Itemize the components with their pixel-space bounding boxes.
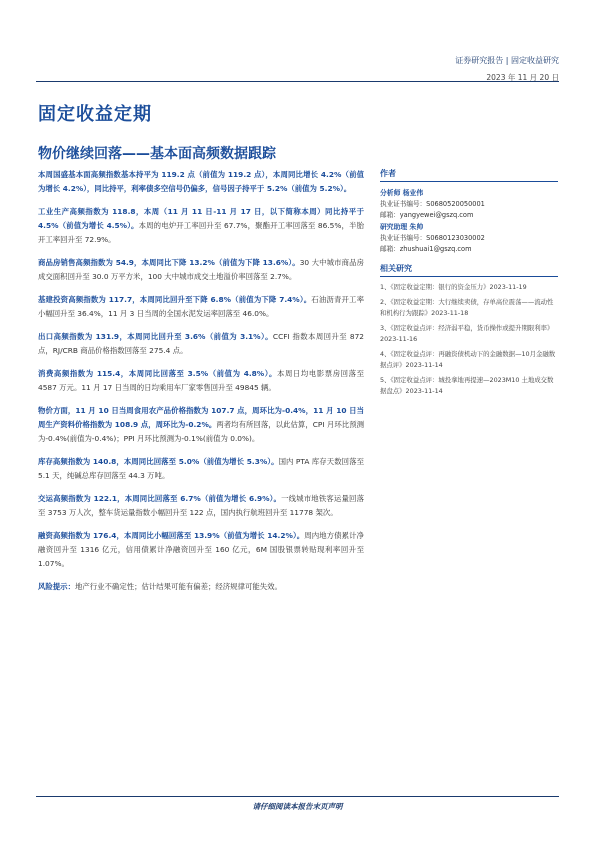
summary-paragraph: 库存高频指数为 140.8，本周同比回落至 5.0%（前值为增长 5.3%）。国内 PTA 库存天数回落至 5.1 天，纯碱总库存回落至 44.3 万吨。 bbox=[38, 457, 364, 480]
summary-paragraph: 交运高频指数为 122.1，本周同比回落至 6.7%（前值为增长 6.9%）。一线城市地铁客运量回落至 3753 万人次，整车货运量指数小幅回升至 122 点，国内执行航班回升至 11778 架次。 bbox=[38, 494, 364, 517]
author-cert: 执业证书编号：S0680520050001 bbox=[380, 200, 485, 208]
risk-warning: 风险提示：地产行业不确定性；估计结果可能有偏差；经济规律可能失效。 bbox=[38, 582, 282, 591]
related-item[interactable]: 1、《固定收益定期：银行的资金压力》2023-11-19 bbox=[380, 283, 527, 291]
summary-paragraph: 基建投资高频指数为 117.7，本周同比回升至下降 6.8%（前值为下降 7.4%）。石油沥青开工率小幅回升至 36.4%，11 月 3 日当周的全国水泥发运率回落至 46.0%。 bbox=[38, 295, 364, 318]
author-name: 分析师 杨业伟 bbox=[380, 189, 424, 197]
report-header bbox=[455, 55, 559, 83]
related-heading: 相关研究 bbox=[380, 263, 558, 277]
related-item[interactable]: 3、《固定收益点评：经济弱平稳，货币操作或提升期限利率》2023-11-16 bbox=[380, 323, 554, 343]
summary-paragraph: 出口高频指数为 131.9，本周同比回升至 3.6%（前值为 3.1%）。CCFI 指数本周回升至 872 点，RJ/CRB 商品价格指数回落至 275.4 点。 bbox=[38, 332, 364, 355]
report-subtitle: 物价继续回落——基本面高频数据跟踪 bbox=[38, 146, 276, 162]
authors-heading: 作者 bbox=[380, 168, 558, 182]
summary-paragraph: 商品房销售高频指数为 54.9，本周同比下降 13.2%（前值为下降 13.6%）。30 大中城市商品房成交面积回升至 30.0 万平方米，100 大中城市成交土地溢价率回落至 2.7%。 bbox=[38, 258, 364, 281]
summary-paragraph: 消费高频指数为 115.4，本周同比回落至 3.5%（前值为 4.8%）。本周日均电影票房回落至 4587 万元。11 月 17 日当周的日均乘用车厂家零售回升至 49845 辆。 bbox=[38, 369, 364, 392]
author-email[interactable]: 邮箱：zhushuai1@gszq.com bbox=[380, 245, 472, 253]
author-email[interactable]: 邮箱：yangyewei@gszq.com bbox=[380, 211, 474, 219]
main-summary bbox=[38, 168, 364, 603]
report-category: 证券研究报告 | 固定收益研究 bbox=[455, 56, 559, 65]
header-divider bbox=[36, 81, 559, 82]
sidebar bbox=[380, 168, 558, 401]
report-date: 2023 年 11 月 20 日 bbox=[486, 73, 559, 82]
summary-paragraph: 融资高频指数为 176.4，本周同比小幅回落至 13.9%（前值为增长 14.2%）。周内地方债累计净融资回升至 1316 亿元，信用债累计净融资回升至 160 亿元，6M 国股银票转贴现利率回升至 1.07%。 bbox=[38, 531, 364, 568]
report-title: 固定收益定期 bbox=[38, 104, 152, 125]
related-item[interactable]: 4、《固定收益点评：再融资债机动下的金融数据—10月金融数据点评》2023-11-14 bbox=[380, 349, 556, 369]
author-cert: 执业证书编号：S0680123030002 bbox=[380, 234, 485, 242]
footer-divider bbox=[36, 796, 559, 797]
summary-paragraph: 工业生产高频指数为 118.8，本周（11 月 11 日-11 月 17 日，以下简称本周）同比持平于 4.5%（前值为增长 4.5%）。本周的电炉开工率回升至 67.7%，聚酯开工率回落至 86.5%，半胎开工率回升至 72.9%。 bbox=[38, 207, 364, 244]
footer-disclaimer: 请仔细阅读本报告末页声明 bbox=[252, 802, 343, 811]
related-item[interactable]: 5、《固定收益点评：城投拿地再提速—2023M10 土地成交数据盘点》2023-11-14 bbox=[380, 375, 554, 395]
summary-paragraph: 物价方面，11 月 10 日当周食用农产品价格指数为 107.7 点，周环比为-0.4%，11 月 10 日当周生产资料价格指数为 108.9 点，周环比为-0.2%。两者均有所回落，以此估算，CPI 月环比预测为-0.4%(前值为-0.4%)；PPI 月环比预测为-0.1%(前值为 0.0%)。 bbox=[38, 406, 365, 443]
summary-paragraph: 本周国盛基本面高频指数基本持平为 119.2 点（前值为 119.2 点），本周同比增长 4.2%（前值为增长 4.2%），同比持平，利率债多空信号仍偏多，信号因子持平于 5.2%（前值为 5.2%）。 bbox=[38, 170, 364, 193]
related-item[interactable]: 2、《固定收益定期：大行继续卖债，存单高位震荡——流动性和机构行为跟踪》2023-11-18 bbox=[380, 297, 554, 317]
author-name: 研究助理 朱帅 bbox=[380, 223, 424, 231]
